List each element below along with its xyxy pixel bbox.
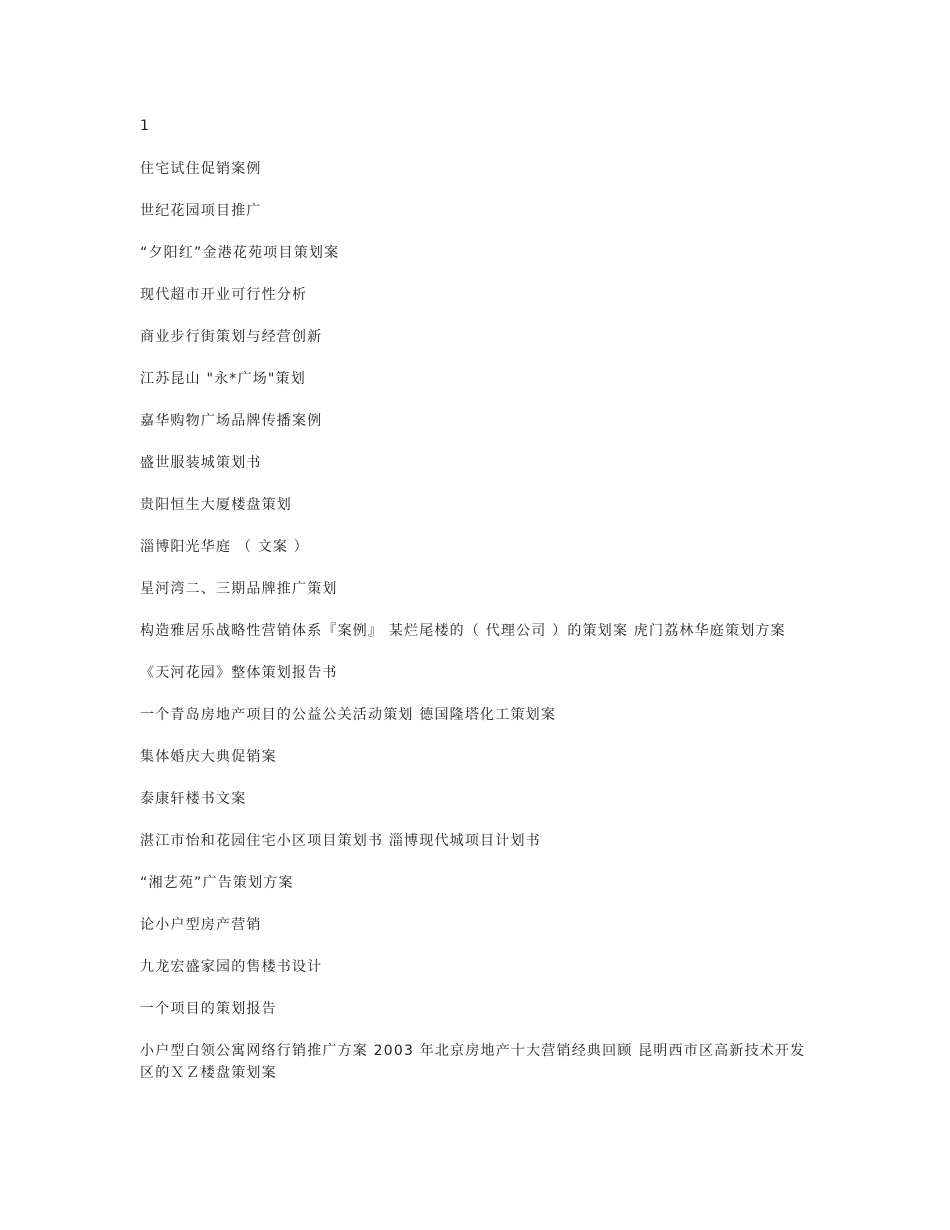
list-item: 世纪花园项目推广 (140, 203, 262, 219)
list-item: 论小户型房产营销 (140, 917, 262, 933)
list-item: 构造雅居乐战略性营销体系『案例』 某烂尾楼的（ 代理公司 ）的策划案 虎门荔林华庭策划方案 (140, 623, 786, 639)
list-item: 住宅试住促销案例 (140, 161, 262, 177)
list-item: 星河湾二、三期品牌推广策划 (140, 581, 338, 597)
list-item: 贵阳恒生大厦楼盘策划 (140, 497, 292, 513)
list-item: 小户型白领公寓网络行销推广方案 2003 年北京房地产十大营销经典回顾 昆明西市区高新技术开发区的ＸＺ楼盘策划案 (140, 1043, 806, 1081)
list-item: 《天河花园》整体策划报告书 (140, 665, 338, 681)
list-item: 泰康轩楼书文案 (140, 791, 247, 807)
list-item: 现代超市开业可行性分析 (140, 287, 308, 303)
list-item: 商业步行街策划与经营创新 (140, 329, 323, 345)
list-item: 九龙宏盛家园的售楼书设计 (140, 959, 323, 975)
list-item: 湛江市怡和花园住宅小区项目策划书 淄博现代城项目计划书 (140, 833, 541, 849)
list-item: 江苏昆山 "永*广场"策划 (140, 371, 306, 387)
list-item: “湘艺苑”广告策划方案 (140, 875, 294, 891)
list-item: “夕阳红”金港花苑项目策划案 (140, 245, 340, 261)
list-item: 盛世服装城策划书 (140, 455, 262, 471)
list-item: 集体婚庆大典促销案 (140, 749, 277, 765)
list-item: 一个青岛房地产项目的公益公关活动策划 德国隆塔化工策划案 (140, 707, 557, 723)
page-number: 1 (140, 118, 150, 134)
list-item: 嘉华购物广场品牌传播案例 (140, 413, 323, 429)
list-item: 一个项目的策划报告 (140, 1001, 277, 1017)
list-item: 淄博阳光华庭 （ 文案 ） (140, 539, 309, 555)
entry-list (140, 158, 820, 1104)
